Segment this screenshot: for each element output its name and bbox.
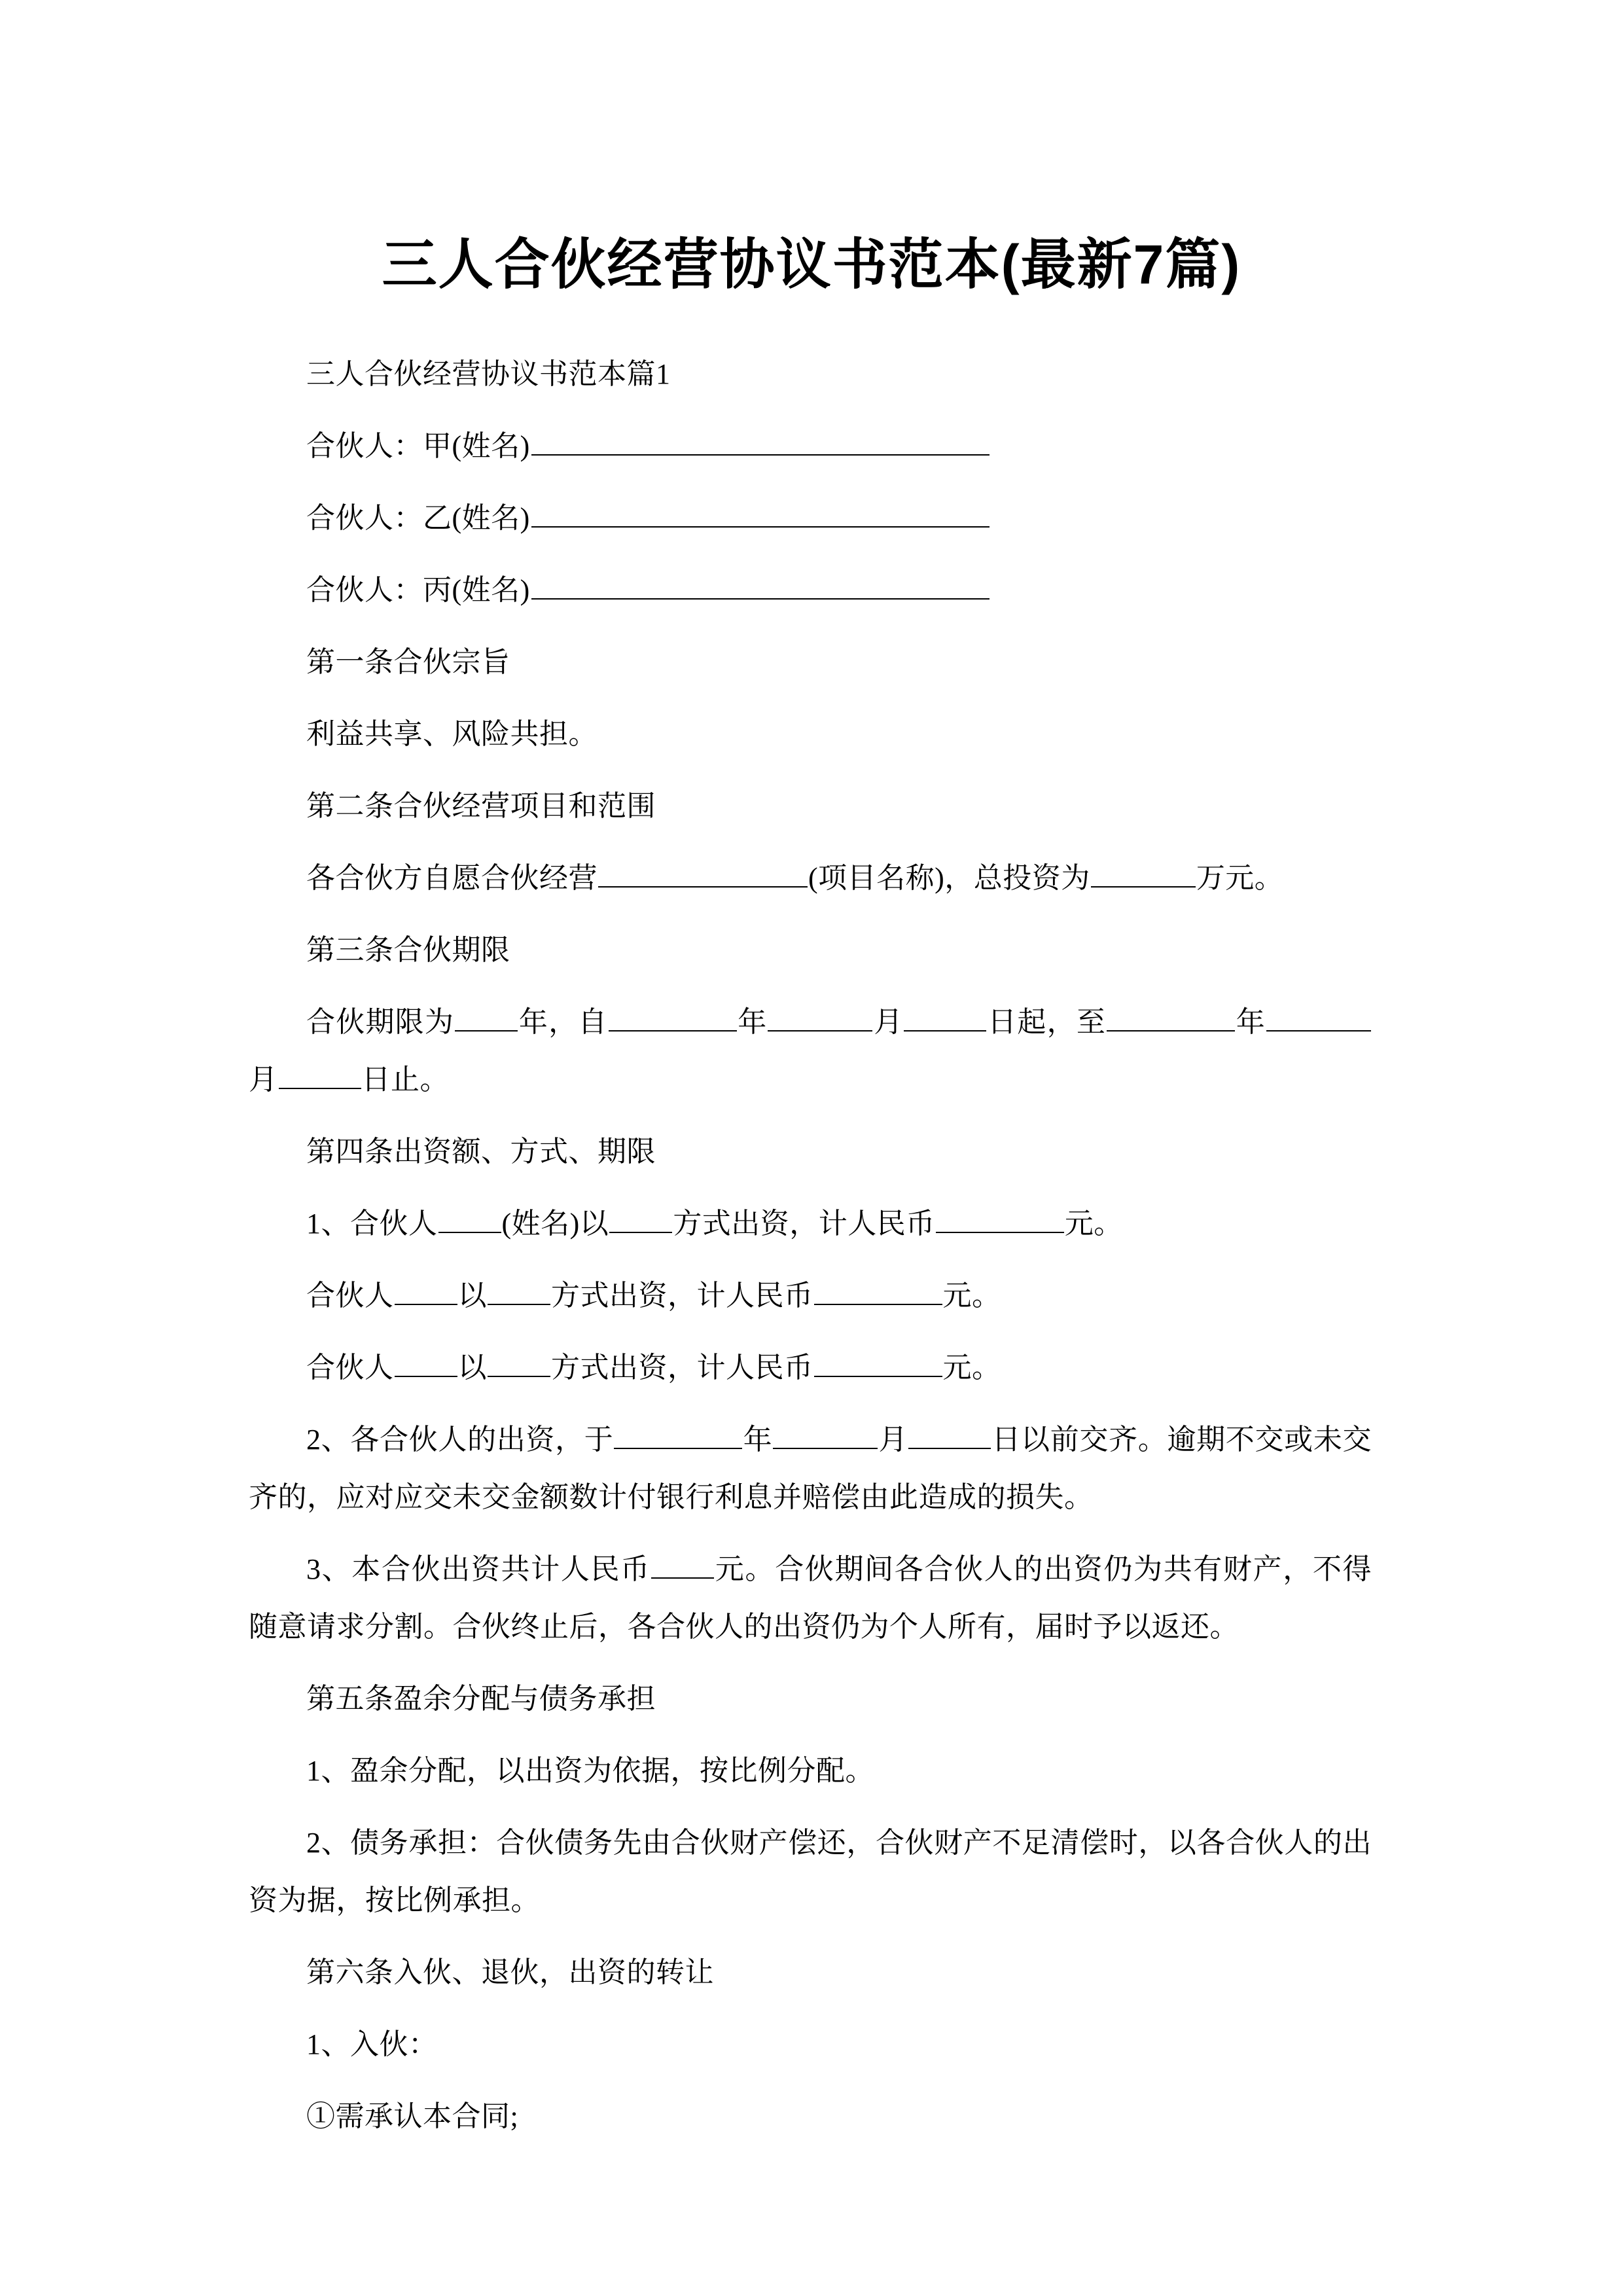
partner-line-1 bbox=[249, 418, 1372, 475]
fill-in-blank[interactable] bbox=[814, 1350, 942, 1377]
partner-name-blank[interactable] bbox=[531, 428, 990, 456]
document-subtitle bbox=[249, 346, 1372, 403]
fill-in-blank[interactable] bbox=[904, 1004, 986, 1031]
clause-text-run: 以 bbox=[457, 1280, 487, 1312]
clause-text-run: 月 bbox=[878, 1424, 908, 1456]
clause-4-line-4 bbox=[249, 1411, 1372, 1526]
fill-in-blank[interactable] bbox=[1107, 1004, 1235, 1031]
clause-text-run: 月 bbox=[873, 1006, 904, 1038]
page-title: 三人合伙经营协议书范本(最新7篇) bbox=[382, 234, 1241, 296]
partner-name-blank[interactable] bbox=[531, 572, 990, 600]
clause-5-line-1 bbox=[249, 1742, 1372, 1800]
fill-in-blank[interactable] bbox=[609, 1206, 672, 1233]
clause-4-line-2 bbox=[249, 1267, 1372, 1325]
clause-text-run: 利益共享、风险共担。 bbox=[306, 718, 597, 750]
clause-text-run: 月 bbox=[249, 1064, 278, 1096]
partner-label: 合伙人：乙(姓名) bbox=[306, 502, 530, 534]
clause-4-line-1 bbox=[249, 1195, 1372, 1253]
clause-text-run: 元。 bbox=[942, 1280, 1001, 1312]
clause-text-run: (姓名)以 bbox=[501, 1208, 609, 1240]
clause-text-run: 年 bbox=[1236, 1006, 1266, 1038]
partner-line-2 bbox=[249, 490, 1372, 547]
fill-in-blank[interactable] bbox=[773, 1422, 878, 1449]
clause-3-line-1 bbox=[249, 994, 1372, 1109]
clause-text-run: 元。合伙期间各合伙人的出资仍为共有财产，不得随意请求分割。合伙终止后，各合伙人的出资仍为个人所有，届时予以返还。 bbox=[249, 1553, 1372, 1643]
clause-text-run: 2、各合伙人的出资，于 bbox=[306, 1424, 614, 1456]
clause-text-run: ①需承认本合同; bbox=[306, 2100, 519, 2132]
partner-label: 合伙人：丙(姓名) bbox=[306, 574, 530, 606]
clause-heading-4 bbox=[249, 1123, 1372, 1181]
fill-in-blank[interactable] bbox=[455, 1004, 518, 1031]
clause-text-run: 方式出资，计人民币 bbox=[551, 1352, 813, 1384]
fill-in-blank[interactable] bbox=[438, 1206, 501, 1233]
clause-text-run: 年 bbox=[743, 1424, 773, 1456]
clause-text-run: 以 bbox=[457, 1352, 487, 1384]
clause-text-run: 1、合伙人 bbox=[306, 1208, 438, 1240]
clause-heading-text: 第一条合伙宗旨 bbox=[306, 646, 510, 678]
clause-text-run: 方式出资，计人民币 bbox=[551, 1280, 813, 1312]
fill-in-blank[interactable] bbox=[279, 1062, 361, 1089]
fill-in-blank[interactable] bbox=[908, 1422, 991, 1449]
fill-in-blank[interactable] bbox=[936, 1206, 1064, 1233]
fill-in-blank[interactable] bbox=[814, 1278, 942, 1305]
clause-2-line-1 bbox=[249, 850, 1372, 907]
partner-label: 合伙人：甲(姓名) bbox=[306, 430, 530, 462]
fill-in-blank[interactable] bbox=[1266, 1004, 1371, 1031]
clause-4-line-3 bbox=[249, 1339, 1372, 1397]
clause-text-run: 合伙期限为 bbox=[306, 1006, 455, 1038]
clause-heading-text: 第二条合伙经营项目和范围 bbox=[306, 790, 656, 822]
document-body bbox=[249, 346, 1372, 2145]
partner-name-blank[interactable] bbox=[531, 500, 990, 528]
clause-text-run: 日起，至 bbox=[987, 1006, 1107, 1038]
fill-in-blank[interactable] bbox=[598, 860, 808, 888]
clause-text-run: 万元。 bbox=[1196, 862, 1284, 894]
clause-heading-text: 第四条出资额、方式、期限 bbox=[306, 1136, 656, 1168]
clause-heading-3 bbox=[249, 922, 1372, 979]
clause-6-line-1 bbox=[249, 2016, 1372, 2073]
clause-4-line-5 bbox=[249, 1541, 1372, 1656]
fill-in-blank[interactable] bbox=[488, 1278, 550, 1305]
fill-in-blank[interactable] bbox=[609, 1004, 737, 1031]
clause-text-run: 合伙人 bbox=[306, 1280, 394, 1312]
clause-heading-1 bbox=[249, 634, 1372, 691]
clause-heading-text: 第六条入伙、退伙，出资的转让 bbox=[306, 1956, 714, 1988]
clause-5-line-2 bbox=[249, 1814, 1372, 1929]
fill-in-blank[interactable] bbox=[651, 1551, 714, 1579]
clause-text-run: 年 bbox=[737, 1006, 768, 1038]
clause-heading-text: 第五条盈余分配与债务承担 bbox=[306, 1683, 656, 1715]
clause-heading-text: 第三条合伙期限 bbox=[306, 934, 510, 966]
clause-text-run: 年，自 bbox=[518, 1006, 608, 1038]
fill-in-blank[interactable] bbox=[1091, 860, 1196, 888]
clause-heading-6 bbox=[249, 1944, 1372, 2001]
clause-text-run: 日止。 bbox=[361, 1064, 449, 1096]
clause-text-run: 各合伙方自愿合伙经营 bbox=[306, 862, 597, 894]
clause-1-line-1 bbox=[249, 706, 1372, 763]
fill-in-blank[interactable] bbox=[488, 1350, 550, 1377]
fill-in-blank[interactable] bbox=[768, 1004, 872, 1031]
fill-in-blank[interactable] bbox=[395, 1350, 457, 1377]
fill-in-blank[interactable] bbox=[614, 1422, 742, 1449]
clause-heading-2 bbox=[249, 778, 1372, 835]
clause-text-run: 合伙人 bbox=[306, 1352, 394, 1384]
partner-line-3 bbox=[249, 562, 1372, 619]
clause-text-run: 1、入伙： bbox=[306, 2028, 438, 2060]
clause-text-run: 元。 bbox=[1064, 1208, 1123, 1240]
document-subtitle-text: 三人合伙经营协议书范本篇1 bbox=[306, 358, 671, 390]
clause-6-line-2 bbox=[249, 2088, 1372, 2145]
clause-text-run: 日以前交齐。逾期不交或未交齐的，应对应交未交金额数计付银行利息并赔偿由此造成的损失。 bbox=[249, 1424, 1372, 1513]
clause-text-run: (项目名称)，总投资为 bbox=[808, 862, 1090, 894]
clause-text-run: 元。 bbox=[942, 1352, 1001, 1384]
clause-text-run: 2、债务承担：合伙债务先由合伙财产偿还，合伙财产不足清偿时，以各合伙人的出资为据，按比例承担。 bbox=[249, 1827, 1372, 1916]
fill-in-blank[interactable] bbox=[395, 1278, 457, 1305]
clause-text-run: 方式出资，计人民币 bbox=[673, 1208, 935, 1240]
clause-text-run: 1、盈余分配，以出资为依据，按比例分配。 bbox=[306, 1755, 874, 1787]
clause-heading-5 bbox=[249, 1670, 1372, 1728]
clause-text-run: 3、本合伙出资共计人民币 bbox=[306, 1553, 651, 1585]
